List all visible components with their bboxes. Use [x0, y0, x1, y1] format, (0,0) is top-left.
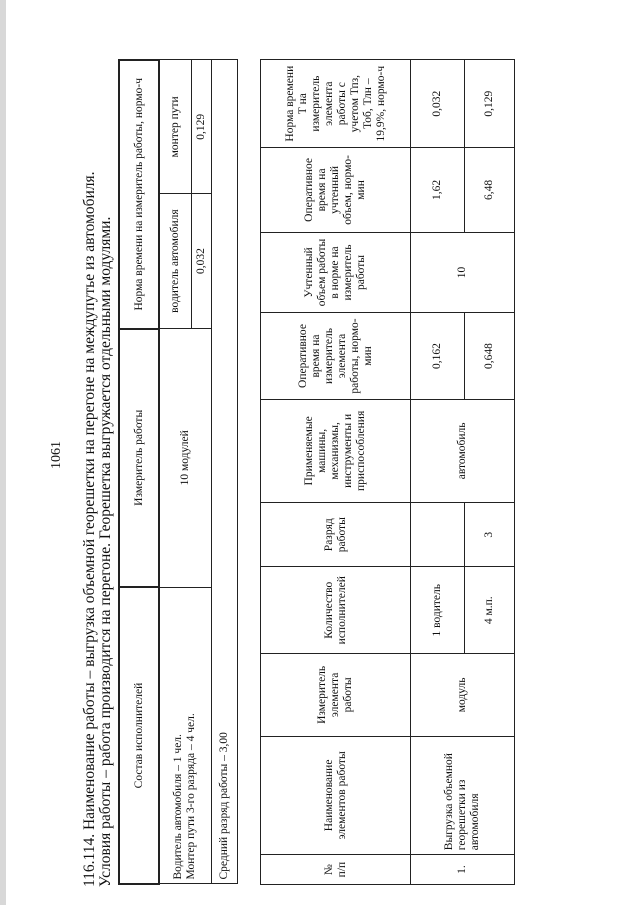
row-count-driver: 1 водитель	[411, 567, 465, 654]
row-element-name: Выгрузка объемной георешетки из автомобиля	[411, 736, 515, 855]
row-op-time-driver: 0,162	[411, 313, 465, 399]
meter-value: 10 модулей	[159, 329, 211, 588]
norm-track-worker: 0,129	[191, 60, 211, 194]
header-workers-count: Количество исполнителей	[261, 567, 411, 654]
row-count-workers: 4 м.п.	[465, 567, 515, 654]
row-norm-t-driver: 0,032	[411, 60, 465, 148]
row-op-time-workers: 0,648	[465, 313, 515, 399]
row-tools: автомобиль	[411, 399, 515, 503]
staff-track-worker: Монтер пути 3-го разряда – 4 чел.	[185, 713, 198, 880]
row-op-time-volume-workers: 6,48	[465, 148, 515, 232]
heading-title: 116.114. Наименование работы – выгрузка объемной георешетки на перегоне на междупутье из автомобиля.	[81, 171, 98, 887]
header-grade: Разряд работы	[261, 503, 411, 567]
staff-norm-table	[118, 59, 238, 885]
header-num: № п/п	[261, 855, 411, 885]
norm-driver: 0,032	[191, 194, 211, 329]
work-elements-table	[260, 59, 515, 885]
header-norm-t: Норма времени Т на измеритель элемента работы с учетом Тпз, Тоб, Тлн – 19,9%, нормо-ч	[261, 60, 411, 148]
header-op-time: Оперативное время на измеритель элемента работы, нормо-мин	[261, 313, 411, 399]
role-track-worker: монтер пути	[159, 60, 191, 194]
heading-conditions: Условия работы – работа производится на перегоне. Георешетка выгружается отдельными модулями.	[97, 216, 114, 887]
row-norm-t-workers: 0,129	[465, 60, 515, 148]
row-element-meter: модуль	[411, 654, 515, 736]
header-meter: Измеритель работы	[119, 329, 159, 588]
row-grade-driver	[411, 503, 465, 567]
row-volume: 10	[411, 232, 515, 313]
header-staff: Состав исполнителей	[119, 587, 159, 884]
rotated-page	[82, 57, 542, 887]
row-op-time-volume-driver: 1,62	[411, 148, 465, 232]
row-num: 1.	[411, 855, 515, 885]
section-heading	[82, 57, 114, 887]
page-number: 1061	[49, 441, 64, 469]
average-grade: Средний разряд работы – 3,00	[211, 60, 237, 884]
header-norm: Норма времени на измеритель работы, нормо-ч	[119, 60, 159, 329]
header-element-meter: Измеритель элемента работы	[261, 654, 411, 736]
staff-composition	[159, 587, 211, 884]
staff-driver: Водитель автомобиля – 1 чел.	[172, 734, 185, 880]
scan-edge	[0, 0, 6, 905]
header-volume: Учтенный объем работы в норме на измеритель работы	[261, 232, 411, 313]
header-element-name: Наименование элементов работы	[261, 736, 411, 855]
header-op-time-volume: Оперативное время на учтенный объем, нормо-мин	[261, 148, 411, 232]
row-grade-workers: 3	[465, 503, 515, 567]
header-tools: Применяемые машины, механизмы, инструменты и приспособления	[261, 399, 411, 503]
role-driver: водитель автомобиля	[159, 194, 191, 329]
